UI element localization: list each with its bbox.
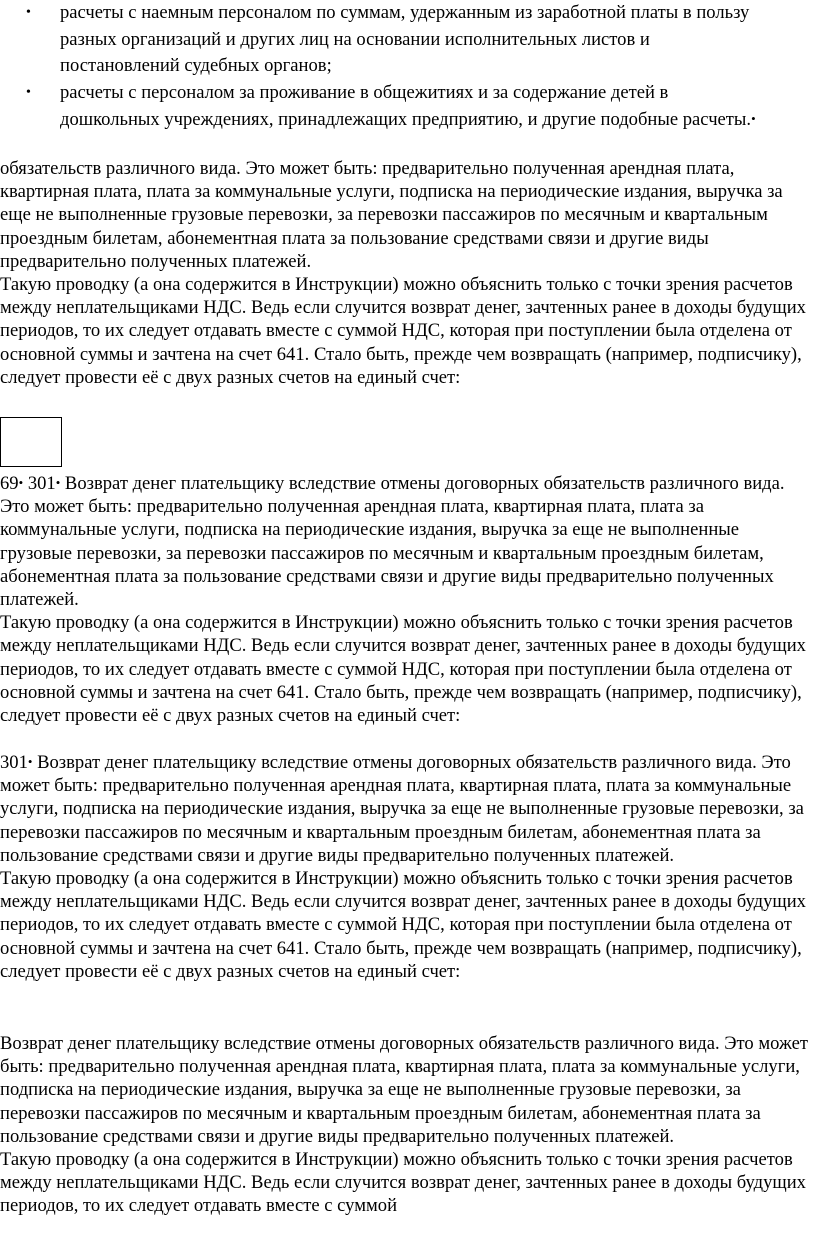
paragraph [0,750,810,983]
account-number: 69 [0,473,19,494]
list-item-text: расчеты с персоналом за проживание в общежитиях и за содержание детей в дошкольных учреждениях, принадлежащих предприятию, и другие подобные расчеты. [60,81,752,130]
bullet-icon: • [26,84,31,100]
paragraph-text: Возврат денег плательщику вследствие отмены договорных обязательств различного вида. Это может быть: предварительно полученная арендная плата, квартирная плата, плата за коммунальные услуги, подписка на периодические издания, выручка за еще не выполненные грузовые перевозки, за перевозки пассажиров по месячным и квартальным проездным билетам, абонементная плата за пользование средствами связи и другие виды предварительно полученных платежей. [0,473,785,611]
account-number: 301 [0,752,28,773]
list-item [0,0,816,80]
bullet-icon: • [26,5,31,20]
bullet-icon: • [751,111,756,126]
list-item-text: расчеты с наемным персоналом по суммам, удержанным из заработной платы в пользу разных организаций и других лиц на основании исполнительных листов и постановлений судебных органов; [60,2,750,76]
paragraph-text: обязательств различного вида. Это может быть: предварительно полученная арендная плата, квартирная плата, плата за коммунальные услуги, подписка на периодические издания, выручка за еще не выполненные грузовые перевозки, за перевозки пассажиров по месячным и квартальным проездным билетам, абонементная плата за пользование средствами связи и другие виды предварительно полученных платежей. [0,158,783,272]
empty-box [0,417,62,467]
paragraph-text: Такую проводку (а она содержится в Инструкции) можно объяснить только с точки зрения расчетов между неплательщиками НДС. Ведь если случится возврат денег, зачтенных ранее в доходы будущих периодов, то их следует отдавать вместе с суммой НДС, которая при поступлении была отделена от основной суммы и зачтена на счет 641. Стало быть, прежде чем возвращать (например, подписчику), следует провести её с двух разных счетов на единый счет: [0,868,806,982]
list-item [0,80,816,134]
bullet-icon: • [55,475,61,490]
paragraph-text: Такую проводку (а она содержится в Инструкции) можно объяснить только с точки зрения расчетов между неплательщиками НДС. Ведь если случится возврат денег, зачтенных ранее в доходы будущих периодов, то их следует отдавать вместе с суммой [0,1149,806,1217]
bullet-icon: • [18,475,24,490]
bullet-icon: • [27,754,33,769]
paragraph [0,471,810,727]
paragraph-text: Возврат денег плательщику вследствие отмены договорных обязательств различного вида. Это может быть: предварительно полученная арендная плата, квартирная плата, плата за коммунальные услуги, подписка на периодические издания, выручка за еще не выполненные грузовые перевозки, за перевозки пассажиров по месячным и квартальным проездным билетам, абонементная плата за пользование средствами связи и другие виды предварительно полученных платежей. [0,1033,808,1147]
paragraph [0,1032,810,1218]
account-number: 301 [27,473,56,494]
paragraph-text: Такую проводку (а она содержится в Инструкции) можно объяснить только с точки зрения расчетов между неплательщиками НДС. Ведь если случится возврат денег, зачтенных ранее в доходы будущих периодов, то их следует отдавать вместе с суммой НДС, которая при поступлении была отделена от основной суммы и зачтена на счет 641. Стало быть, прежде чем возвращать (например, подписчику), следует провести её с двух разных счетов на единый счет: [0,274,806,388]
paragraph-text: Такую проводку (а она содержится в Инструкции) можно объяснить только с точки зрения расчетов между неплательщиками НДС. Ведь если случится возврат денег, зачтенных ранее в доходы будущих периодов, то их следует отдавать вместе с суммой НДС, которая при поступлении была отделена от основной суммы и зачтена на счет 641. Стало быть, прежде чем возвращать (например, подписчику), следует провести её с двух разных счетов на единый счет: [0,612,806,727]
bullet-list [0,0,816,134]
paragraph-text: Возврат денег плательщику вследствие отмены договорных обязательств различного вида. Это может быть: предварительно полученная арендная плата, квартирная плата, плата за коммунальные услуги, подписка на периодические издания, выручка за еще не выполненные грузовые перевозки, за перевозки пассажиров по месячным и квартальным проездным билетам, абонементная плата за пользование средствами связи и другие виды предварительно полученных платежей. [0,752,804,866]
paragraph [0,157,810,389]
